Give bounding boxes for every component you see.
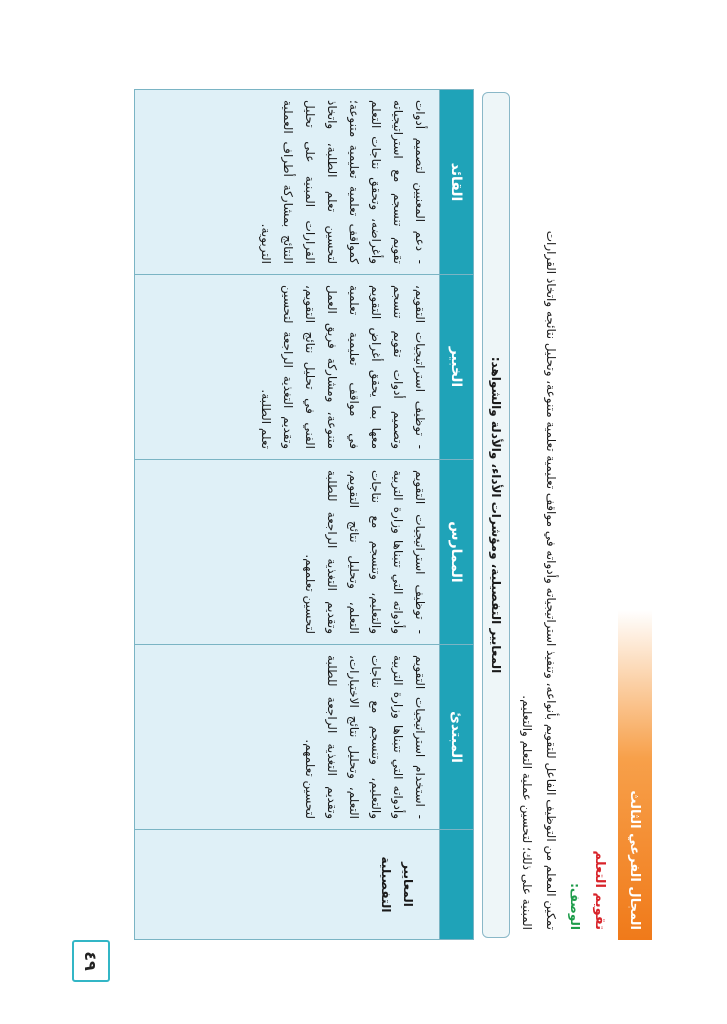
cell-beginner: - استخدام استراتيجيات التقويم وأدواته التي تتبناها وزارة التربية والتعليم، وتنسجم مع نتاجات التعلم، وتحليل نتائج الاختبارات، وتقديم التغذية الراجعة للطلبة لتحسين تعلمهم. xyxy=(135,645,440,830)
rotated-page-content xyxy=(52,90,652,940)
section-header xyxy=(616,90,652,940)
description-line-2: المبنية على ذلك؛ لتحسين عملية التعلم والتعليم. xyxy=(520,695,534,930)
table-row xyxy=(135,90,440,940)
item-title: تقويم التعلم xyxy=(592,850,607,930)
description-line-1: تمكين المعلم من التوظيف الفاعل للتقويم بأنواعه، وتنفيذ استراتيجياته وأدواته في مواقف تعليمية تعلمية متنوعة، وتحليل نتائجه واتخاذ القرارات xyxy=(544,230,558,930)
cell-expert: - توظيف استراتيجيات التقويم، وتصميم أدوات تقويم تنسجم معها بما يحقق أغراض التقويم في مواقف تعليمية تعلمية متنوعة، ومشاركة فريق العمل الفني في تحليل نتائج التقويم، وتقديم التغذية الراجعة لتحسين تعلم الطلبة. xyxy=(135,275,440,460)
standards-table xyxy=(134,89,474,940)
section-title: المجال الفرعي الثالث xyxy=(627,790,643,930)
header-beginner: المبتدئ xyxy=(440,645,474,830)
table-caption: المعايير التفصيلية، ومؤشرات الأداء، والأدلة والشواهد: xyxy=(482,92,510,938)
header-expert: الخبير xyxy=(440,275,474,460)
header-empty xyxy=(440,830,474,940)
page-number: ٤٩ xyxy=(72,940,110,982)
cell-practitioner: - توظيف استراتيجيات التقويم وأدواته التي تتبناها وزارة التربية والتعليم، وتنسجم مع نتاجات التعلم، وتحليل نتائج التقويم، وتقديم التغذية الراجعة للطلبة لتحسين تعلمهم. xyxy=(135,460,440,645)
row-label: المعايير التفصيلية xyxy=(135,830,440,940)
header-practitioner: الممارس xyxy=(440,460,474,645)
table-header-row xyxy=(440,90,474,940)
section-title-strip xyxy=(618,610,652,940)
cell-leader: - دعم المعنيين لتصميم أدوات تقويم تنسجم مع استراتيجياته وأغراضه، وتحقق نتاجات التعلم كمواقف تعلمية تعليمية متنوعة؛ لتحسين تعلم الطلبة، واتخاذ القرارات المبنية على تحليل النتائج بمشاركة أطراف العملية التربوية. xyxy=(135,90,440,275)
standards-table-section xyxy=(134,90,510,940)
description-label: الوصف: xyxy=(568,883,582,930)
description-block xyxy=(515,90,612,940)
header-leader: القائد xyxy=(440,90,474,275)
